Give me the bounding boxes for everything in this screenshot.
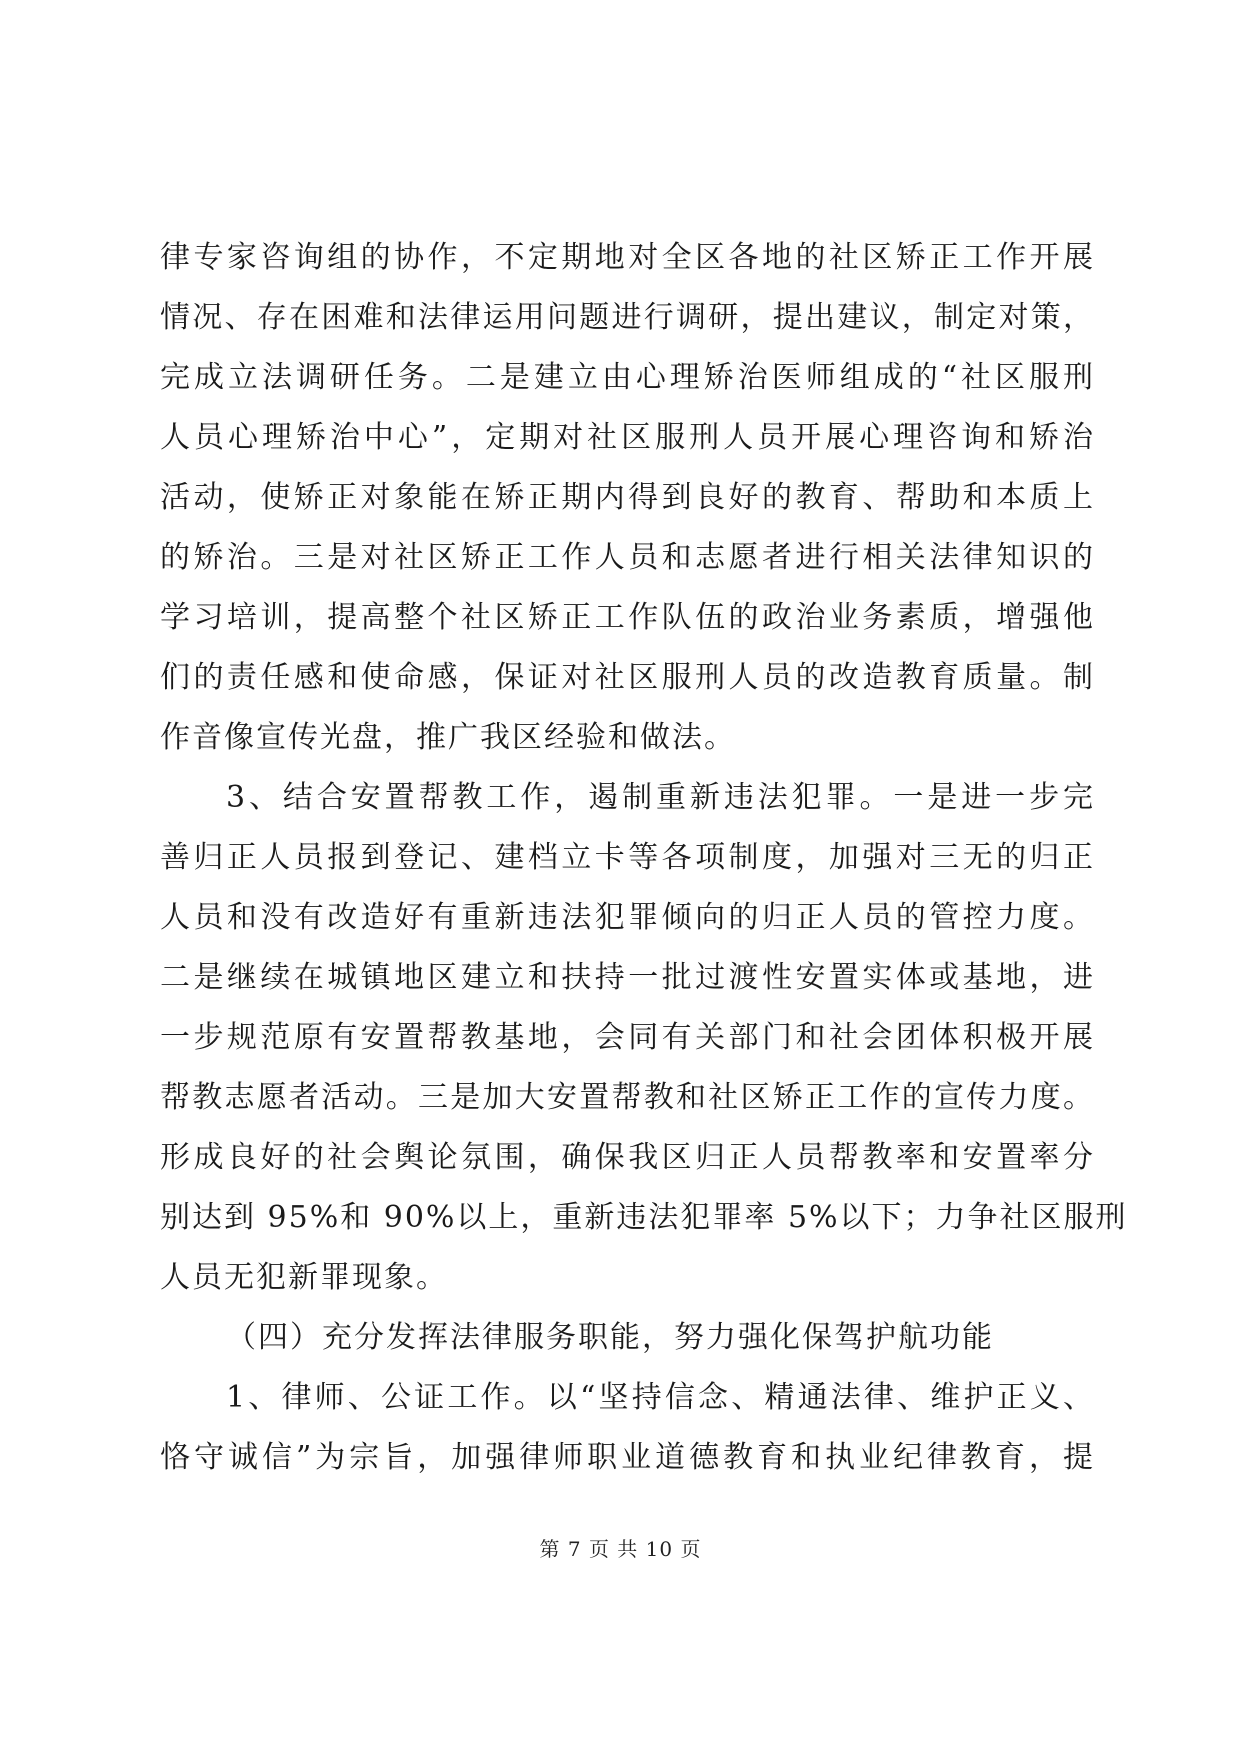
text-line: 们的责任感和使命感，保证对社区服刑人员的改造教育质量。制 xyxy=(160,660,1095,695)
page-number-footer: 第 7 页 共 10 页 xyxy=(539,1537,702,1561)
text-line: 二是继续在城镇地区建立和扶持一批过渡性安置实体或基地，进 xyxy=(160,960,1095,995)
text-line: 善归正人员报到登记、建档立卡等各项制度，加强对三无的归正 xyxy=(160,840,1095,875)
text-line: 作音像宣传光盘，推广我区经验和做法。 xyxy=(160,720,736,755)
text-line: 别达到 95%和 90%以上，重新违法犯罪率 5%以下；力争社区服刑 xyxy=(160,1200,1128,1235)
text-line: 情况、存在困难和法律运用问题进行调研，提出建议，制定对策， xyxy=(160,300,1095,335)
document-body xyxy=(160,228,1128,1488)
text-line: 学习培训，提高整个社区矫正工作队伍的政治业务素质，增强他 xyxy=(160,600,1095,635)
text-line: 形成良好的社会舆论氛围，确保我区归正人员帮教率和安置率分 xyxy=(160,1140,1095,1175)
text-line: 的矫治。三是对社区矫正工作人员和志愿者进行相关法律知识的 xyxy=(160,540,1095,575)
paragraph-start-line: 3、结合安置帮教工作，遏制重新违法犯罪。一是进一步完 xyxy=(226,780,1095,815)
section-heading: （四）充分发挥法律服务职能，努力强化保驾护航功能 xyxy=(226,1320,994,1355)
text-line: 人员心理矫治中心”，定期对社区服刑人员开展心理咨询和矫治 xyxy=(160,420,1095,455)
text-line: 活动，使矫正对象能在矫正期内得到良好的教育、帮助和本质上 xyxy=(160,480,1095,515)
text-line: 完成立法调研任务。二是建立由心理矫治医师组成的“社区服刑 xyxy=(160,360,1095,395)
text-line: 人员和没有改造好有重新违法犯罪倾向的归正人员的管控力度。 xyxy=(160,900,1095,935)
text-line: 人员无犯新罪现象。 xyxy=(160,1260,448,1295)
text-line: 律专家咨询组的协作，不定期地对全区各地的社区矫正工作开展 xyxy=(160,240,1095,275)
paragraph-start-line: 1、律师、公证工作。以“坚持信念、精通法律、维护正义、 xyxy=(226,1380,1095,1415)
text-line: 一步规范原有安置帮教基地，会同有关部门和社会团体积极开展 xyxy=(160,1020,1095,1055)
text-line: 帮教志愿者活动。三是加大安置帮教和社区矫正工作的宣传力度。 xyxy=(160,1080,1095,1115)
text-line: 恪守诚信”为宗旨，加强律师职业道德教育和执业纪律教育，提 xyxy=(160,1440,1095,1475)
